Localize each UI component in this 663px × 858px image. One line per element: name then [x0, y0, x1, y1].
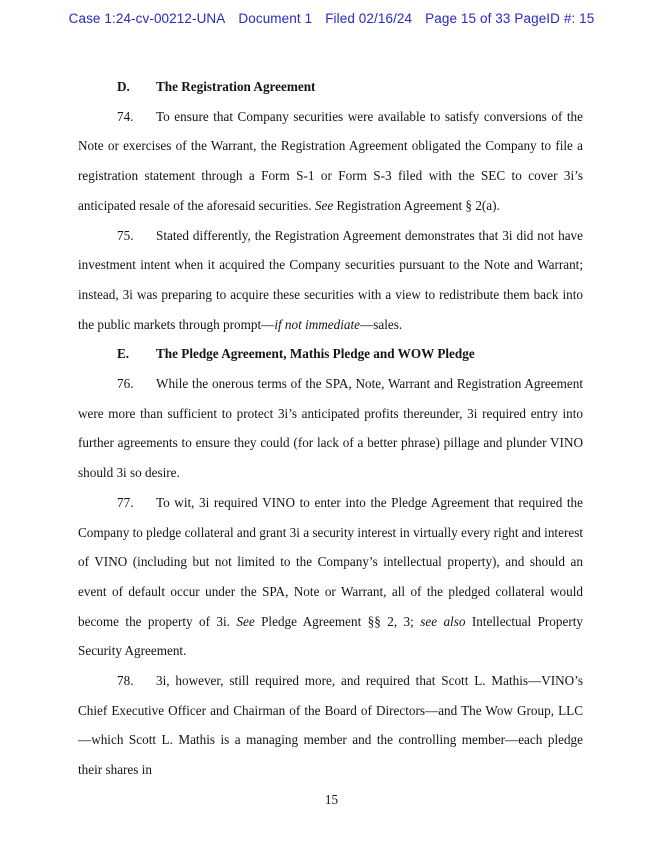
- paragraph-text-run: Intellectual Property Security Agreement.: [78, 613, 583, 659]
- section-heading-e: [78, 339, 583, 369]
- paragraph-text-run: To wit, 3i required VINO to enter into the Pledge Agreement that required the Company to pledge collateral and grant 3i a security interest in virtually every right and interest of VINO (including but not limited to the Company’s intellectual property), and should an event of default occur under the SPA, Note or Warrant, all of the pledged collateral would become the property of 3i.: [78, 494, 583, 629]
- paragraph-number: 75.: [117, 227, 134, 243]
- page-number: 15: [324, 792, 339, 807]
- paragraph-text-run: Stated differently, the Registration Agreement demonstrates that 3i did not have investment intent when it acquired the Company securities pursuant to the Note and Warrant; instead, 3i was preparing to acquire these securities with a view to redistribute them back into the public markets through prompt—: [78, 227, 583, 332]
- paragraph-text-run: 3i, however, still required more, and required that Scott L. Mathis—VINO’s Chief Executive Officer and Chairman of the Board of Directors—and The Wow Group, LLC—which Scott L. Mathis is a managing member and the controlling member—each pledge their shares in: [78, 673, 583, 778]
- paragraph-number: 78.: [117, 673, 134, 689]
- paragraph-text-run-italic: if not immediate: [274, 316, 361, 332]
- paragraph-74: [78, 102, 583, 221]
- paragraph-75: [78, 221, 583, 340]
- section-letter: E.: [117, 346, 130, 362]
- section-letter: D.: [117, 79, 130, 94]
- section-title: The Pledge Agreement, Mathis Pledge and WOW Pledge: [156, 346, 475, 362]
- paragraph-number: 77.: [117, 494, 134, 510]
- paragraph-77: [78, 488, 583, 666]
- paragraph-number: 76.: [117, 376, 134, 392]
- case-number: Case 1:24-cv-00212-UNA: [68, 11, 226, 26]
- section-title: The Registration Agreement: [156, 79, 316, 94]
- paragraph-number: 74.: [117, 108, 134, 124]
- filed-date: Filed 02/16/24: [325, 11, 413, 26]
- paragraph-text-run: Registration Agreement § 2(a).: [333, 197, 500, 213]
- document-number: Document 1: [238, 11, 313, 26]
- paragraph-text-run: To ensure that Company securities were available to satisfy conversions of the Note or exercises of the Warrant, the Registration Agreement obligated the Company to file a registration statement through a Form S-1 or Form S-3 filed with the SEC to cover 3i’s anticipated resale of the aforesaid securities.: [78, 108, 583, 213]
- paragraph-text-run-italic: see also: [420, 613, 466, 629]
- paragraph-text-run-italic: See: [236, 613, 255, 629]
- paragraph-text-run: Pledge Agreement §§ 2, 3;: [254, 613, 421, 629]
- section-heading-d: [78, 72, 583, 102]
- paragraph-76: [78, 369, 583, 488]
- page-id: Page 15 of 33 PageID #: 15: [425, 11, 595, 26]
- case-stamp-header: [0, 11, 663, 26]
- paragraph-78: [78, 666, 583, 785]
- document-body: [78, 72, 583, 785]
- paragraph-text-run: While the onerous terms of the SPA, Note, Warrant and Registration Agreement were more than sufficient to protect 3i’s anticipated profits thereunder, 3i required entry into further agreements to ensure they could (for lack of a better phrase) pillage and plunder VINO should 3i so desire.: [78, 376, 583, 481]
- paragraph-text-run-italic: See: [314, 197, 334, 213]
- paragraph-text-run: —sales.: [360, 316, 403, 332]
